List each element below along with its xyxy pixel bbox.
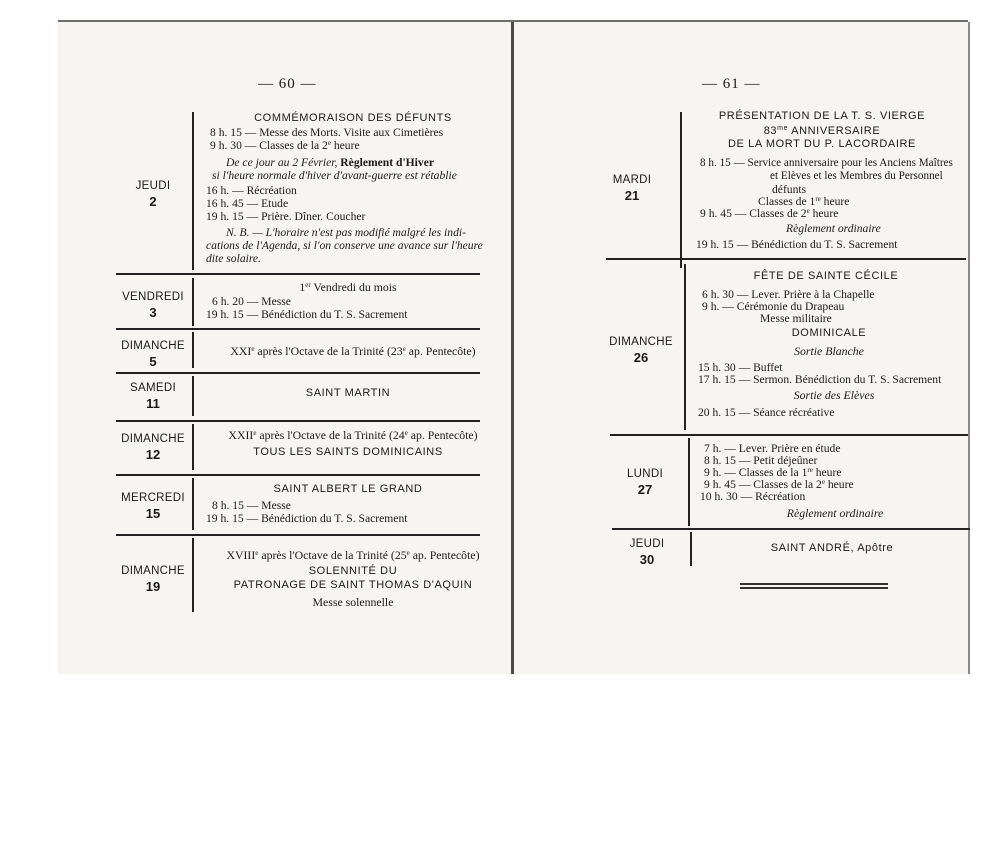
day-label: LUNDI 27 bbox=[626, 468, 663, 497]
entry-subtitle: TOUS LES SAINTS DOMINICAINS bbox=[253, 446, 443, 458]
page-number: — 61 — bbox=[702, 76, 761, 92]
column-rule bbox=[192, 278, 194, 326]
divider bbox=[116, 372, 480, 374]
column-rule bbox=[192, 424, 194, 470]
note-line: Sortie Blanche bbox=[794, 344, 864, 358]
entry-title: SAINT ALBERT LE GRAND bbox=[273, 483, 423, 495]
schedule-line: 8 h. 15 — Petit déjeûner bbox=[704, 454, 818, 467]
divider bbox=[610, 434, 968, 436]
note-line: Règlement ordinaire bbox=[786, 222, 881, 235]
schedule-line: 9 h. 45 — Classes de la 2e heure bbox=[704, 478, 854, 491]
note-line: cations de l'Agenda, si l'on conserve une avance sur l'heure bbox=[206, 239, 483, 252]
entry-title: SAINT MARTIN bbox=[305, 387, 391, 399]
divider bbox=[116, 534, 480, 536]
schedule-line: 7 h. — Lever. Prière en étude bbox=[704, 442, 841, 455]
schedule-line: 19 h. 15 — Bénédiction du T. S. Sacrement bbox=[206, 512, 408, 525]
schedule-line: 9 h. 45 — Classes de 2e heure bbox=[700, 207, 839, 220]
schedule-line: 15 h. 30 — Buffet bbox=[698, 361, 783, 374]
schedule-line: 17 h. 15 — Sermon. Bénédiction du T. S. Sacrement bbox=[698, 373, 942, 386]
column-rule bbox=[192, 112, 194, 270]
entry-title: SAINT ANDRÉ, Apôtre bbox=[770, 542, 894, 554]
schedule-line: 9 h. — Classes de la 1re heure bbox=[704, 466, 842, 479]
divider bbox=[116, 273, 480, 275]
schedule-line: 6 h. 30 — Lever. Prière à la Chapelle bbox=[702, 288, 875, 301]
day-label: SAMEDI 11 bbox=[130, 382, 176, 411]
schedule-line: 19 h. 15 — Bénédiction du T. S. Sacrement bbox=[696, 238, 898, 251]
end-ornament-rule bbox=[740, 587, 888, 589]
divider bbox=[116, 420, 480, 422]
day-label: JEUDI 30 bbox=[629, 538, 665, 567]
left-page bbox=[58, 22, 514, 674]
schedule-line: défunts bbox=[772, 183, 807, 196]
entry-subtitle: Messe solennelle bbox=[312, 595, 394, 609]
entry-title: 1er Vendredi du mois bbox=[299, 280, 397, 294]
day-label: DIMANCHE 12 bbox=[121, 433, 185, 462]
day-label: JEUDI 2 bbox=[135, 180, 171, 209]
schedule-line: 9 h. 30 — Classes de la 2e heure bbox=[210, 139, 360, 152]
column-rule bbox=[192, 376, 194, 416]
entry-subtitle: PATRONAGE DE SAINT THOMAS D'AQUIN bbox=[233, 579, 473, 591]
note-line: Règlement ordinaire bbox=[786, 506, 884, 520]
entry-title: $83^{me}$ ANNIVERSAIRE bbox=[763, 125, 881, 137]
entry-title: XXIIe après l'Octave de la Trinité (24e ap. Pentecôte) bbox=[228, 428, 478, 442]
note-line: N. B. — L'horaire n'est pas modifié malgré les indi- bbox=[226, 226, 466, 239]
entry-title: XVIIIe après l'Octave de la Trinité (25e ap. Pentecôte) bbox=[226, 548, 480, 562]
schedule-line: et Elèves et les Membres du Personnel bbox=[770, 170, 943, 182]
column-rule bbox=[192, 538, 194, 612]
day-label: MARDI 21 bbox=[612, 174, 652, 203]
page-number: — 60 — bbox=[258, 76, 317, 92]
schedule-line: 19 h. 15 — Prière. Dîner. Coucher bbox=[206, 210, 366, 223]
schedule-line: 8 h. 15 — Messe bbox=[212, 499, 291, 512]
note-line: Sortie des Elèves bbox=[793, 388, 875, 402]
entry-title: DE LA MORT DU P. LACORDAIRE bbox=[728, 138, 916, 150]
entry-title: XXIe après l'Octave de la Trinité (23e ap. Pentecôte) bbox=[230, 344, 476, 358]
schedule-line: 8 h. 15 — Service anniversaire pour les Anciens Maîtres bbox=[700, 157, 953, 169]
right-page bbox=[514, 22, 970, 674]
divider bbox=[116, 328, 480, 330]
note-line: dite solaire. bbox=[206, 252, 261, 265]
winter-rule-line: De ce jour au 2 Février, Règlement d'Hiver bbox=[226, 156, 434, 169]
schedule-line: 9 h. — Cérémonie du Drapeau bbox=[702, 300, 845, 313]
schedule-line: 20 h. 15 — Séance récréative bbox=[698, 406, 835, 419]
book-spread bbox=[58, 20, 968, 674]
day-label: DIMANCHE 26 bbox=[609, 336, 673, 365]
divider bbox=[612, 528, 970, 530]
entry-subtitle: SOLENNITÉ DU bbox=[308, 565, 398, 577]
divider bbox=[606, 258, 966, 260]
schedule-line: 16 h. 45 — Etude bbox=[206, 197, 289, 210]
entry-title: COMMÉMORAISON DES DÉFUNTS bbox=[254, 112, 452, 124]
entry-title: PRÉSENTATION DE LA T. S. VIERGE bbox=[718, 110, 926, 122]
schedule-line: 8 h. 15 — Messe des Morts. Visite aux Cimetières bbox=[210, 126, 444, 139]
day-label: MERCREDI 15 bbox=[121, 492, 185, 521]
note-line: si l'heure normale d'hiver d'avant-guerre est rétablie bbox=[212, 169, 457, 182]
schedule-line: 19 h. 15 — Bénédiction du T. S. Sacrement bbox=[206, 308, 408, 321]
day-label: DIMANCHE 19 bbox=[121, 565, 185, 594]
divider bbox=[116, 474, 480, 476]
schedule-line: Classes de 1re heure bbox=[758, 195, 850, 208]
day-label: VENDREDI 3 bbox=[122, 291, 184, 320]
day-label: DIMANCHE 5 bbox=[121, 340, 185, 369]
schedule-line: 10 h. 30 — Récréation bbox=[700, 490, 806, 503]
column-rule bbox=[192, 332, 194, 368]
entry-subtitle: DOMINICALE bbox=[791, 327, 867, 339]
column-rule bbox=[192, 478, 194, 530]
entry-title: FÊTE DE SAINTE CÉCILE bbox=[753, 270, 899, 282]
schedule-line: 6 h. 20 — Messe bbox=[212, 295, 291, 308]
schedule-line: Messe militaire bbox=[760, 312, 832, 325]
schedule-line: 16 h. — Récréation bbox=[206, 184, 297, 197]
end-ornament-rule bbox=[740, 583, 888, 585]
